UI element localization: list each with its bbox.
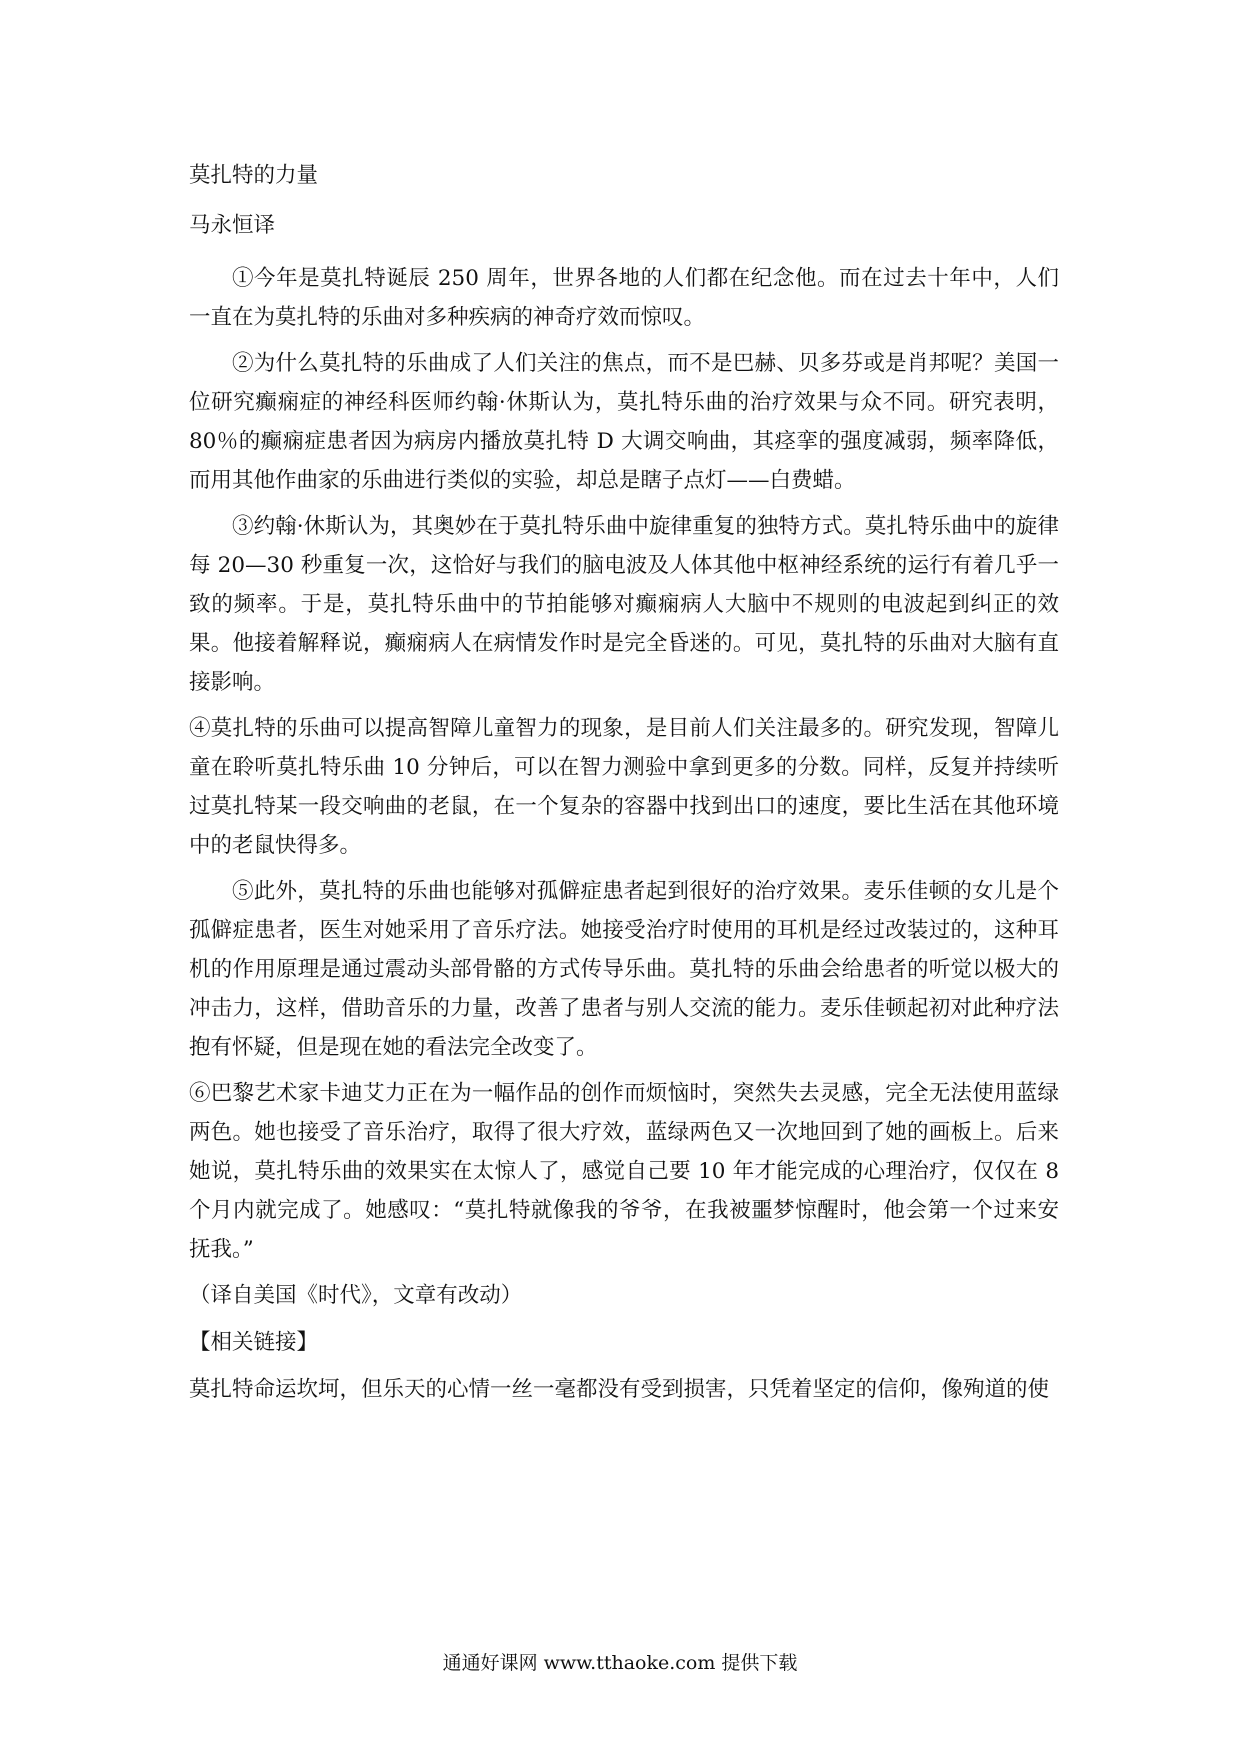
related-links-heading: 【相关链接】 bbox=[189, 1330, 319, 1355]
article-body bbox=[189, 156, 1059, 1409]
article-title: 莫扎特的力量 bbox=[189, 163, 319, 188]
paragraph-2: ②为什么莫扎特的乐曲成了人们关注的焦点，而不是巴赫、贝多芬或是肖邦呢？美国一位研究癫痫症的神经科医师约翰·休斯认为，莫扎特乐曲的治疗效果与众不同。研究表明，80％的癫痫症患者因为病房内播放莫扎特 D 大调交响曲，其痉挛的强度减弱，频率降低，而用其他作曲家的乐曲进行类似的实验，却总是瞎子点灯——白费蜡。 bbox=[189, 351, 1059, 493]
paragraph-1: ①今年是莫扎特诞辰 250 周年，世界各地的人们都在纪念他。而在过去十年中，人们一直在为莫扎特的乐曲对多种疾病的神奇疗效而惊叹。 bbox=[189, 266, 1059, 330]
related-links-text: 莫扎特命运坎坷，但乐天的心情一丝一毫都没有受到损害，只凭着坚定的信仰，像殉道的使 bbox=[189, 1377, 1050, 1402]
paragraph-4: ④莫扎特的乐曲可以提高智障儿童智力的现象，是目前人们关注最多的。研究发现，智障儿童在聆听莫扎特乐曲 10 分钟后，可以在智力测验中拿到更多的分数。同样，反复并持续听过莫扎特某一段交响曲的老鼠，在一个复杂的容器中找到出口的速度，要比生活在其他环境中的老鼠快得多。 bbox=[189, 716, 1059, 858]
source-note: （译自美国《时代》，文章有改动） bbox=[189, 1283, 523, 1308]
article-author: 马永恒译 bbox=[189, 213, 276, 238]
paragraph-3: ③约翰·休斯认为，其奥妙在于莫扎特乐曲中旋律重复的独特方式。莫扎特乐曲中的旋律每 20—30 秒重复一次，这恰好与我们的脑电波及人体其他中枢神经系统的运行有着几乎一致的频率。于是，莫扎特乐曲中的节拍能够对癫痫病人大脑中不规则的电波起到纠正的效果。他接着解释说，癫痫病人在病情发作时是完全昏迷的。可见，莫扎特的乐曲对大脑有直接影响。 bbox=[189, 514, 1059, 695]
paragraph-5: ⑤此外，莫扎特的乐曲也能够对孤僻症患者起到很好的治疗效果。麦乐佳顿的女儿是个孤僻症患者，医生对她采用了音乐疗法。她接受治疗时使用的耳机是经过改装过的，这种耳机的作用原理是通过震动头部骨骼的方式传导乐曲。莫扎特的乐曲会给患者的听觉以极大的冲击力，这样，借助音乐的力量，改善了患者与别人交流的能力。麦乐佳顿起初对此种疗法抱有怀疑，但是现在她的看法完全改变了。 bbox=[189, 879, 1059, 1060]
download-footer: 通通好课网 www.tthaoke.com 提供下载 bbox=[442, 1652, 798, 1674]
paragraph-6: ⑥巴黎艺术家卡迪艾力正在为一幅作品的创作而烦恼时，突然失去灵感，完全无法使用蓝绿两色。她也接受了音乐治疗，取得了很大疗效，蓝绿两色又一次地回到了她的画板上。后来她说，莫扎特乐曲的效果实在太惊人了，感觉自己要 10 年才能完成的心理治疗，仅仅在 8 个月内就完成了。她感叹：“莫扎特就像我的爷爷，在我被噩梦惊醒时，他会第一个过来安抚我。” bbox=[189, 1081, 1059, 1262]
